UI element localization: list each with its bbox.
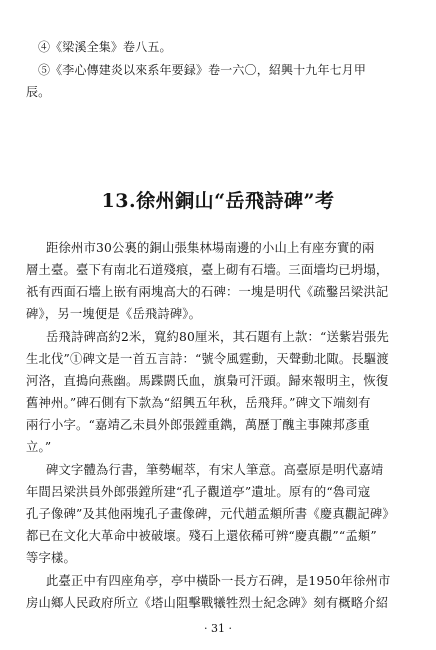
page-number: · 31 · [204, 622, 232, 635]
paragraph-line: 兩行小字。“嘉靖乙未員外郎張鏜重鐫，萬歷丁醜主事陳邦彥重 [26, 418, 370, 432]
paragraph-line: 碑》，另一塊便是《岳飛詩碑》。 [26, 307, 202, 321]
paragraph-line: 此臺正中有四座角亭，亭中橫卧一長方石碑，是1950年徐州市 [46, 574, 391, 588]
paragraph-line: 碑文字體為行書，筆勢崛萃，有宋人筆意。高臺原是明代嘉靖 [46, 463, 384, 477]
paragraph-line: 年間呂梁洪員外郎張鏜所建“孔子觀道亭”遺址。原有的“魯司寇 [26, 485, 371, 499]
paragraph-line: 立。” [26, 440, 52, 454]
paragraph-line: 岳飛詩碑高約2米，寬約80厘米，其石題有上款：“送紫岩張先 [46, 330, 389, 344]
paragraph-line: 河洛，直搗向燕幽。馬蹀閼氏血，旗梟可汗頭。歸來報明主，恢復 [26, 374, 389, 388]
paragraph-line: 層土臺。臺下有南北石道殘痕，臺上砌有石墻。三面墻均已坍塌， [26, 263, 389, 277]
paragraph-line: 生北伐”①碑文是一首五言詩：“號令風霆動，天聲動北陬。長驅渡 [26, 352, 389, 366]
paragraph-line: 祇有西面石墻上嵌有兩塊高大的石碑：一塊是明代《疏鑿呂梁洪記 [26, 285, 389, 299]
footnote-5: ⑤《李心傳建炎以來系年要録》卷一六〇，紹興十九年七月甲 [38, 63, 367, 77]
paragraph-line: 孔子像碑”及其他兩塊孔子畫像碑，元代趙孟頫所書《慶真觀記碑》 [26, 507, 395, 521]
footnote-5-continued: 辰。 [26, 85, 51, 99]
section-title: 13.徐州銅山“岳飛詩碑”考 [101, 190, 335, 212]
paragraph-line: 都已在文化大革命中被破壞。殘石上還依稀可辨“慶真觀”“孟頫” [26, 529, 377, 543]
paragraph-line: 舊神州。”碑石側有下款為“紹興五年秋，岳飛拜。”碑文下端刻有 [26, 396, 371, 410]
paragraph-line: 等字樣。 [26, 551, 76, 565]
paragraph-line: 房山鄉人民政府所立《塔山阻擊戰犧牲烈士紀念碑》刻有概略介紹 [26, 596, 389, 610]
paragraph-line: 距徐州市30公裏的銅山張集林場南邊的小山上有座夯實的兩 [46, 241, 375, 255]
footnote-4: ④《梁溪全集》卷八五。 [38, 40, 172, 54]
